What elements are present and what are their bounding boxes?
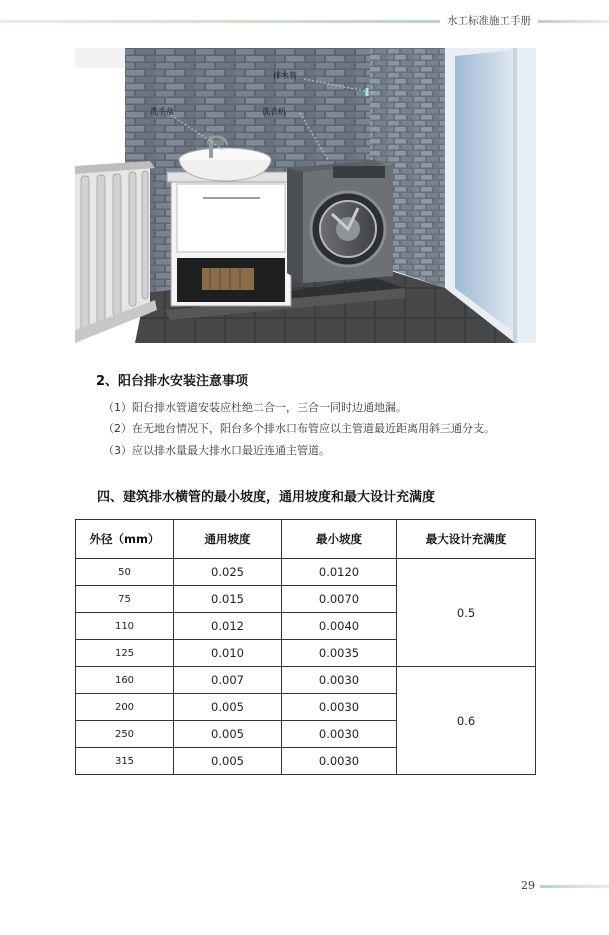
cell-common-slope: 0.005 [174,694,282,721]
note-2: （2）在无地台情况下，阳台多个排水口布管应以主管道最近距离用斜三通分支。 [103,422,495,435]
balcony-illustration [75,48,536,343]
label-washing-machine: 洗衣机 [262,107,286,116]
header-rule-left [0,20,440,23]
label-drain-pipe: 排水管 [273,71,297,80]
cell-common-slope: 0.015 [174,586,282,613]
col-header-min-slope: 最小坡度 [282,520,397,559]
cell-common-slope: 0.007 [174,667,282,694]
cell-common-slope: 0.005 [174,721,282,748]
col-header-max-fill: 最大设计充满度 [397,520,536,559]
table-header-row [76,520,536,559]
cell-outer-diameter: 200 [76,694,174,721]
col-header-outer-diameter: 外径（mm） [76,520,174,559]
cell-min-slope: 0.0030 [282,721,397,748]
note-3: （3）应以排水量最大排水口最近连通主管道。 [103,444,330,457]
cell-min-slope: 0.0070 [282,586,397,613]
cell-max-fill: 0.5 [397,559,536,667]
cell-outer-diameter: 110 [76,613,174,640]
cell-min-slope: 0.0030 [282,694,397,721]
cell-min-slope: 0.0040 [282,613,397,640]
cell-min-slope: 0.0035 [282,640,397,667]
table-row [76,667,536,694]
cell-min-slope: 0.0030 [282,748,397,775]
cell-outer-diameter: 315 [76,748,174,775]
cell-outer-diameter: 75 [76,586,174,613]
header-rule-right [538,20,609,23]
cell-outer-diameter: 250 [76,721,174,748]
page-number: 29 [521,879,535,892]
pipe-slope-table [75,519,536,775]
cell-common-slope: 0.010 [174,640,282,667]
cell-outer-diameter: 50 [76,559,174,586]
cell-max-fill: 0.6 [397,667,536,775]
cell-min-slope: 0.0030 [282,667,397,694]
section-4-heading: 四、建筑排水横管的最小坡度，通用坡度和最大设计充满度 [97,490,436,505]
section-2-heading: 2、阳台排水安装注意事项 [96,374,249,389]
col-header-common-slope: 通用坡度 [174,520,282,559]
cell-outer-diameter: 160 [76,667,174,694]
cell-common-slope: 0.025 [174,559,282,586]
table-row [76,559,536,586]
label-wash-basin: 洗手盆 [150,107,174,116]
header-title: 水工标准施工手册 [447,15,531,27]
footer-rule [540,885,609,888]
note-1: （1）阳台排水管道安装应杜绝二合一，三合一同时边通地漏。 [103,401,407,414]
cell-common-slope: 0.012 [174,613,282,640]
cell-min-slope: 0.0120 [282,559,397,586]
cell-common-slope: 0.005 [174,748,282,775]
balcony-scene-image [75,48,536,343]
cell-outer-diameter: 125 [76,640,174,667]
